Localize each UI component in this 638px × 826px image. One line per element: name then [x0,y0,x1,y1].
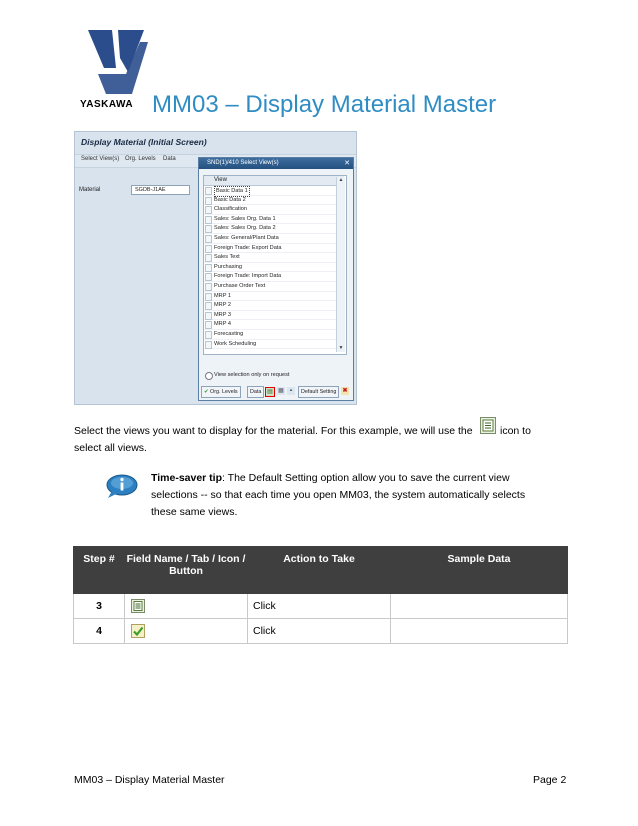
view-row[interactable] [204,272,336,282]
view-checkbox[interactable] [205,206,212,214]
view-label: Foreign Trade: Import Data [214,273,282,280]
steps-table [73,546,568,644]
view-checkbox[interactable] [205,216,212,224]
view-label: Sales: Sales Org. Data 2 [214,225,276,232]
logo-text: YASKAWA [80,99,134,110]
default-setting-button[interactable] [298,386,339,398]
view-checkbox[interactable] [205,254,212,262]
org-levels-button[interactable]: ✔ Org. Levels [201,386,241,398]
view-row[interactable] [204,311,336,321]
tip-label: Time-saver tip [151,472,223,484]
view-row[interactable] [204,282,336,292]
footer-title: MM03 – Display Material Master [74,774,225,786]
view-row[interactable] [204,244,336,254]
views-list [203,175,347,355]
material-label: Material [79,187,101,193]
view-checkbox[interactable] [205,245,212,253]
scroll-up-icon[interactable]: ▲ [338,177,344,183]
view-row[interactable] [204,330,336,340]
select-all-icon[interactable]: ▤ [265,387,275,397]
view-label: MRP 1 [214,292,231,299]
close-icon[interactable]: ✕ [344,160,350,167]
select-views-dialog [198,157,354,401]
field-cell [125,619,248,644]
view-label: Classification [214,206,247,213]
view-label: MRP 4 [214,321,231,328]
instruction-text-3: select all views. [74,442,147,454]
sample-cell [391,594,568,619]
step-number: 4 [74,619,125,644]
view-checkbox[interactable] [205,293,212,301]
tip-text: : The Default Setting option allow you to save the current view selections -- so that each time you open MM03, the system automatically selects these same views. [151,472,526,518]
view-row[interactable] [204,186,336,196]
step-number: 3 [74,594,125,619]
info-bubble-icon [104,473,138,499]
view-row[interactable] [204,196,336,206]
action-cell: Click [248,594,391,619]
view-label: Forecasting [214,331,244,337]
page-title: MM03 – Display Material Master [152,91,497,118]
view-label: Purchasing [214,263,242,270]
data-label: Data [250,389,262,395]
sap-screen-title: Display Material (Initial Screen) [81,137,207,147]
view-checkbox[interactable] [205,187,212,195]
header-step: Step # [74,547,125,594]
header-sample: Sample Data [391,547,568,594]
view-label: Purchase Order Text [214,283,266,289]
material-field[interactable]: SGDB-J1AE [131,185,190,195]
view-label: Basic Data 1 [214,186,250,197]
action-cell: Click [248,619,391,644]
view-label: Sales: General/Plant Data [214,235,279,241]
view-label: Foreign Trade: Export Data [214,244,282,251]
view-row[interactable] [204,292,336,302]
sap-screenshot [74,131,357,405]
table-header-row [74,547,568,594]
select-all-icon [480,417,496,434]
view-checkbox[interactable] [205,302,212,310]
views-scrollbar[interactable] [336,177,345,352]
instruction-text-1: Select the views you want to display for the material. For this example, we will use the [74,425,473,437]
tip-paragraph [151,470,551,521]
select-all-icon [131,599,145,613]
view-checkbox[interactable] [205,225,212,233]
view-row[interactable] [204,340,336,350]
table-row [74,594,568,619]
view-checkbox[interactable] [205,235,212,243]
toolbar-data[interactable]: Data [163,156,176,162]
view-checkbox[interactable] [205,321,212,329]
page-number: Page 2 [533,774,567,786]
view-label: Sales: Sales Org. Data 1 [214,215,276,222]
view-row[interactable] [204,205,336,215]
table-row [74,619,568,644]
deselect-all-icon[interactable]: ▦ [278,388,284,394]
scroll-down-icon[interactable]: ▼ [338,345,344,351]
dialog-title-bar [199,158,353,169]
view-row[interactable] [204,263,336,273]
default-setting-label: Default Setting [301,389,337,395]
field-cell [125,594,248,619]
view-label: Basic Data 2 [214,196,246,203]
header-action: Action to Take [248,547,391,594]
dialog-button-bar [201,386,351,398]
view-label: MRP 2 [214,302,231,309]
toolbar-org-levels[interactable]: Org. Levels [125,156,156,162]
header-field: Field Name / Tab / Icon / Button [125,547,248,594]
view-row[interactable] [204,301,336,311]
request-only-label: View selection only on request [214,372,290,378]
view-row[interactable] [204,320,336,330]
view-checkbox[interactable] [205,264,212,272]
view-checkbox[interactable] [205,197,212,205]
view-checkbox[interactable] [205,341,212,349]
view-checkbox[interactable] [205,283,212,291]
data-button[interactable] [247,386,264,398]
green-check-icon [131,624,145,638]
sample-cell [391,619,568,644]
cancel-icon[interactable]: ✖ [342,388,348,394]
request-only-radio[interactable] [205,372,213,380]
save-icon[interactable]: ▪ [287,387,295,395]
view-checkbox[interactable] [205,331,212,339]
view-row[interactable] [204,215,336,225]
view-label: Work Scheduling [214,340,257,347]
view-row[interactable] [204,234,336,244]
instruction-text-2: icon to [500,425,531,437]
view-label: MRP 3 [214,311,231,318]
dialog-title: SND(1)/410 Select View(s) [207,160,279,166]
view-row[interactable] [204,224,336,234]
views-column-header: View [204,176,344,186]
org-levels-label: Org. Levels [210,389,238,395]
view-checkbox[interactable] [205,273,212,281]
toolbar-select-views[interactable]: Select View(s) [81,156,120,162]
view-row[interactable] [204,253,336,263]
view-label: Sales Text [214,254,240,261]
view-checkbox[interactable] [205,312,212,320]
